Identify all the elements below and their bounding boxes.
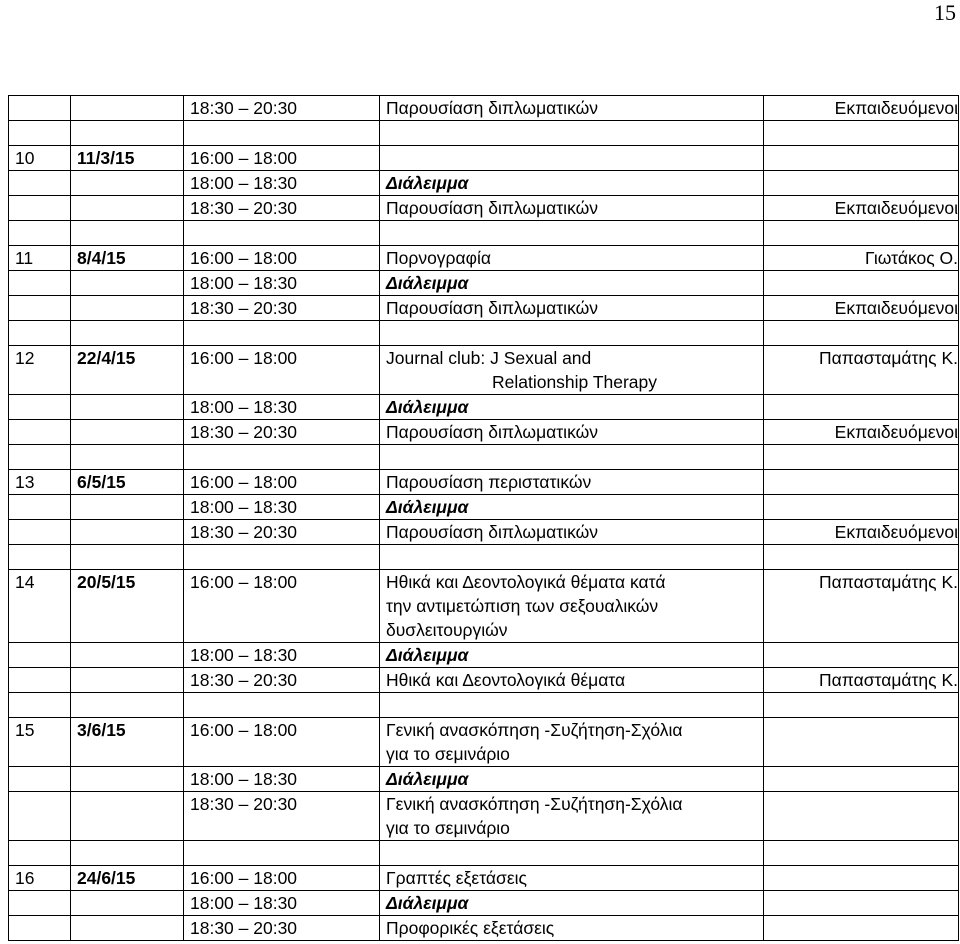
session-topic [380, 718, 764, 767]
speaker [764, 395, 959, 420]
speaker: Εκπαιδευόμενοι [764, 96, 959, 121]
speaker: Παπασταμάτης Κ. [764, 668, 959, 693]
speaker [764, 891, 959, 916]
session-date [71, 520, 184, 545]
session-number: 10 [9, 146, 71, 171]
session-date [71, 792, 184, 841]
time-slot: 18:30 – 20:30 [184, 520, 380, 545]
schedule-row [9, 96, 959, 121]
session-number: 15 [9, 718, 71, 767]
session-date [71, 96, 184, 121]
session-number: 14 [9, 570, 71, 643]
session-number [9, 495, 71, 520]
session-number: 12 [9, 346, 71, 395]
session-date [71, 495, 184, 520]
speaker: Εκπαιδευόμενοι [764, 520, 959, 545]
schedule-row [9, 171, 959, 196]
session-number [9, 767, 71, 792]
time-slot: 18:00 – 18:30 [184, 271, 380, 296]
session-date: 24/6/15 [71, 866, 184, 891]
session-date [71, 916, 184, 941]
speaker [764, 792, 959, 841]
schedule-row [9, 570, 959, 643]
session-number [9, 171, 71, 196]
topic-line: για το σεμινάριο [386, 818, 510, 838]
session-date [71, 196, 184, 221]
topic-line: Journal club: J Sexual and [386, 348, 592, 368]
time-slot: 18:00 – 18:30 [184, 643, 380, 668]
session-topic: Παρουσίαση διπλωματικών [380, 196, 764, 221]
session-topic [380, 792, 764, 841]
speaker: Παπασταμάτης Κ. [764, 346, 959, 395]
speaker [764, 271, 959, 296]
schedule-row [9, 296, 959, 321]
time-slot: 16:00 – 18:00 [184, 146, 380, 171]
time-slot: 16:00 – 18:00 [184, 470, 380, 495]
speaker [764, 171, 959, 196]
break-label: Διάλειμμα [380, 891, 764, 916]
session-date [71, 171, 184, 196]
session-number: 11 [9, 246, 71, 271]
break-label: Διάλειμμα [380, 171, 764, 196]
spacer-row [9, 445, 959, 470]
schedule-row [9, 196, 959, 221]
time-slot: 18:30 – 20:30 [184, 668, 380, 693]
session-topic [380, 346, 764, 395]
schedule-row [9, 346, 959, 395]
session-topic: Παρουσίαση διπλωματικών [380, 296, 764, 321]
schedule-row [9, 643, 959, 668]
topic-line: δυσλειτουργιών [386, 620, 508, 640]
schedule-row [9, 395, 959, 420]
session-date [71, 296, 184, 321]
speaker: Γιωτάκος Ο. [764, 246, 959, 271]
time-slot: 18:00 – 18:30 [184, 495, 380, 520]
schedule-row [9, 891, 959, 916]
speaker: Εκπαιδευόμενοι [764, 296, 959, 321]
spacer-row [9, 321, 959, 346]
session-number [9, 96, 71, 121]
time-slot: 18:00 – 18:30 [184, 891, 380, 916]
time-slot: 18:30 – 20:30 [184, 916, 380, 941]
session-topic [380, 570, 764, 643]
session-number [9, 271, 71, 296]
speaker: Εκπαιδευόμενοι [764, 196, 959, 221]
session-date: 8/4/15 [71, 246, 184, 271]
schedule-row [9, 495, 959, 520]
spacer-row [9, 221, 959, 246]
time-slot: 18:30 – 20:30 [184, 420, 380, 445]
session-date [71, 643, 184, 668]
break-label: Διάλειμμα [380, 395, 764, 420]
time-slot: 18:00 – 18:30 [184, 395, 380, 420]
spacer-row [9, 841, 959, 866]
speaker [764, 146, 959, 171]
schedule-row [9, 146, 959, 171]
time-slot: 18:30 – 20:30 [184, 296, 380, 321]
session-number [9, 196, 71, 221]
schedule-row [9, 916, 959, 941]
session-number [9, 296, 71, 321]
page-number: 15 [934, 0, 956, 25]
time-slot: 16:00 – 18:00 [184, 346, 380, 395]
session-topic: Ηθικά και Δεοντολογικά θέματα [380, 668, 764, 693]
session-number [9, 668, 71, 693]
session-topic: Παρουσίαση διπλωματικών [380, 520, 764, 545]
break-label: Διάλειμμα [380, 767, 764, 792]
session-number [9, 520, 71, 545]
time-slot: 16:00 – 18:00 [184, 570, 380, 643]
schedule-row [9, 767, 959, 792]
session-date: 11/3/15 [71, 146, 184, 171]
speaker [764, 767, 959, 792]
session-date: 6/5/15 [71, 470, 184, 495]
topic-line: Γενική ανασκόπηση -Συζήτηση-Σχόλια [386, 794, 683, 814]
session-date [71, 891, 184, 916]
session-topic: Προφορικές εξετάσεις [380, 916, 764, 941]
session-number: 16 [9, 866, 71, 891]
schedule-table [8, 95, 959, 941]
schedule-row [9, 470, 959, 495]
session-date: 22/4/15 [71, 346, 184, 395]
schedule-row [9, 246, 959, 271]
schedule-row [9, 668, 959, 693]
break-label: Διάλειμμα [380, 271, 764, 296]
speaker: Παπασταμάτης Κ. [764, 570, 959, 643]
speaker [764, 495, 959, 520]
session-date: 3/6/15 [71, 718, 184, 767]
session-date [71, 420, 184, 445]
session-date [71, 668, 184, 693]
session-topic: Γραπτές εξετάσεις [380, 866, 764, 891]
session-number [9, 395, 71, 420]
session-number [9, 643, 71, 668]
schedule-row [9, 520, 959, 545]
break-label: Διάλειμμα [380, 495, 764, 520]
session-date [71, 395, 184, 420]
session-date: 20/5/15 [71, 570, 184, 643]
topic-line: Γενική ανασκόπηση -Συζήτηση-Σχόλια [386, 720, 683, 740]
schedule-row [9, 271, 959, 296]
time-slot: 18:30 – 20:30 [184, 792, 380, 841]
session-number [9, 420, 71, 445]
speaker [764, 643, 959, 668]
session-topic: Πορνογραφία [380, 246, 764, 271]
schedule-row [9, 792, 959, 841]
session-topic: Παρουσίαση διπλωματικών [380, 420, 764, 445]
spacer-row [9, 693, 959, 718]
schedule-row [9, 420, 959, 445]
time-slot: 16:00 – 18:00 [184, 866, 380, 891]
session-number [9, 916, 71, 941]
spacer-row [9, 121, 959, 146]
time-slot: 18:00 – 18:30 [184, 767, 380, 792]
session-topic: Παρουσίαση περιστατικών [380, 470, 764, 495]
topic-line: για το σεμινάριο [386, 744, 510, 764]
topic-line: Relationship Therapy [491, 372, 658, 392]
topic-line: Ηθικά και Δεοντολογικά θέματα κατά [386, 572, 666, 592]
session-number [9, 891, 71, 916]
speaker [764, 866, 959, 891]
time-slot: 16:00 – 18:00 [184, 246, 380, 271]
spacer-row [9, 545, 959, 570]
time-slot: 18:00 – 18:30 [184, 171, 380, 196]
session-date [71, 271, 184, 296]
session-number [9, 792, 71, 841]
session-date [71, 767, 184, 792]
schedule-row [9, 866, 959, 891]
break-label: Διάλειμμα [380, 643, 764, 668]
schedule-row [9, 718, 959, 767]
time-slot: 18:30 – 20:30 [184, 196, 380, 221]
speaker: Εκπαιδευόμενοι [764, 420, 959, 445]
time-slot: 16:00 – 18:00 [184, 718, 380, 767]
session-number: 13 [9, 470, 71, 495]
time-slot: 18:30 – 20:30 [184, 96, 380, 121]
speaker [764, 916, 959, 941]
session-topic [380, 146, 764, 171]
speaker [764, 718, 959, 767]
speaker [764, 470, 959, 495]
session-topic: Παρουσίαση διπλωματικών [380, 96, 764, 121]
topic-line: την αντιμετώπιση των σεξουαλικών [386, 596, 659, 616]
